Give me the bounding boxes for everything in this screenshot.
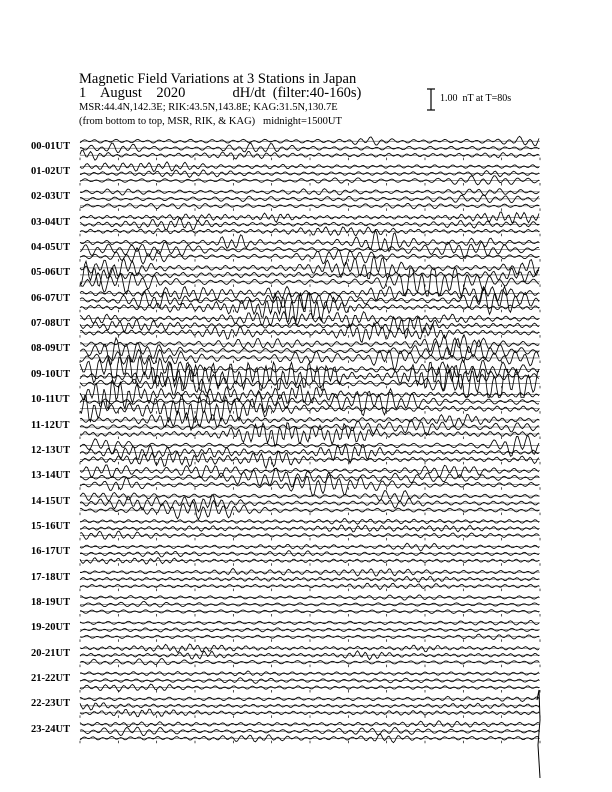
hour-label: 03-04UT bbox=[31, 216, 71, 228]
hour-label: 17-18UT bbox=[31, 571, 71, 583]
hour-label: 14-15UT bbox=[31, 495, 71, 507]
trace-rik bbox=[80, 143, 539, 152]
hour-label: 13-14UT bbox=[31, 470, 71, 482]
trace-order-note: (from bottom to top, MSR, RIK, & KAG) midnight=1500UT bbox=[79, 116, 342, 127]
trace-msr bbox=[80, 248, 539, 266]
trace-msr bbox=[80, 472, 539, 496]
trace-rik bbox=[80, 601, 539, 607]
hour-label: 20-21UT bbox=[31, 647, 71, 659]
trace-kag bbox=[80, 721, 539, 728]
station-coordinates: MSR:44.4N,142.3E; RIK:43.5N,143.8E; KAG:31.5N,130.7E bbox=[79, 102, 338, 113]
trace-msr bbox=[80, 659, 539, 665]
hour-label: 10-11UT bbox=[31, 394, 70, 406]
trace-msr bbox=[80, 423, 539, 447]
hour-label: 23-24UT bbox=[31, 723, 71, 735]
hour-label: 19-20UT bbox=[31, 622, 71, 634]
hour-label: 21-22UT bbox=[31, 673, 71, 685]
trace-kag bbox=[80, 543, 539, 551]
hour-label: 05-06UT bbox=[31, 267, 71, 279]
trace-rik bbox=[80, 195, 539, 203]
hour-label: 08-09UT bbox=[31, 343, 71, 355]
trace-kag bbox=[80, 671, 539, 676]
hour-label: 12-13UT bbox=[31, 444, 71, 456]
hour-label: 07-08UT bbox=[31, 318, 71, 330]
hour-label: 09-10UT bbox=[31, 368, 71, 380]
hour-label: 11-12UT bbox=[31, 419, 70, 431]
hour-label: 02-03UT bbox=[31, 191, 71, 203]
trace-msr bbox=[80, 684, 539, 691]
hour-label: 04-05UT bbox=[31, 242, 71, 254]
hour-label: 01-02UT bbox=[31, 166, 71, 178]
trace-kag bbox=[80, 311, 539, 326]
hour-label: 22-23UT bbox=[31, 698, 71, 710]
trace-msr bbox=[80, 583, 539, 589]
scale-bar-label: 1.00 nT at T=80s bbox=[440, 93, 512, 104]
end-of-day-spike bbox=[537, 690, 540, 778]
hour-label: 15-16UT bbox=[31, 520, 71, 532]
trace-kag bbox=[80, 212, 539, 223]
chart-title: Magnetic Field Variations at 3 Stations in Japan bbox=[79, 71, 357, 87]
hour-label: 00-01UT bbox=[31, 140, 71, 152]
trace-msr bbox=[80, 176, 539, 185]
hour-label: 06-07UT bbox=[31, 292, 71, 304]
hour-label: 16-17UT bbox=[31, 546, 71, 558]
trace-kag bbox=[80, 189, 539, 196]
hour-label: 18-19UT bbox=[31, 596, 71, 608]
trace-kag bbox=[80, 335, 539, 355]
chart-subtitle: 1 August 2020 dH/dt (filter:40-160s) bbox=[79, 85, 362, 101]
